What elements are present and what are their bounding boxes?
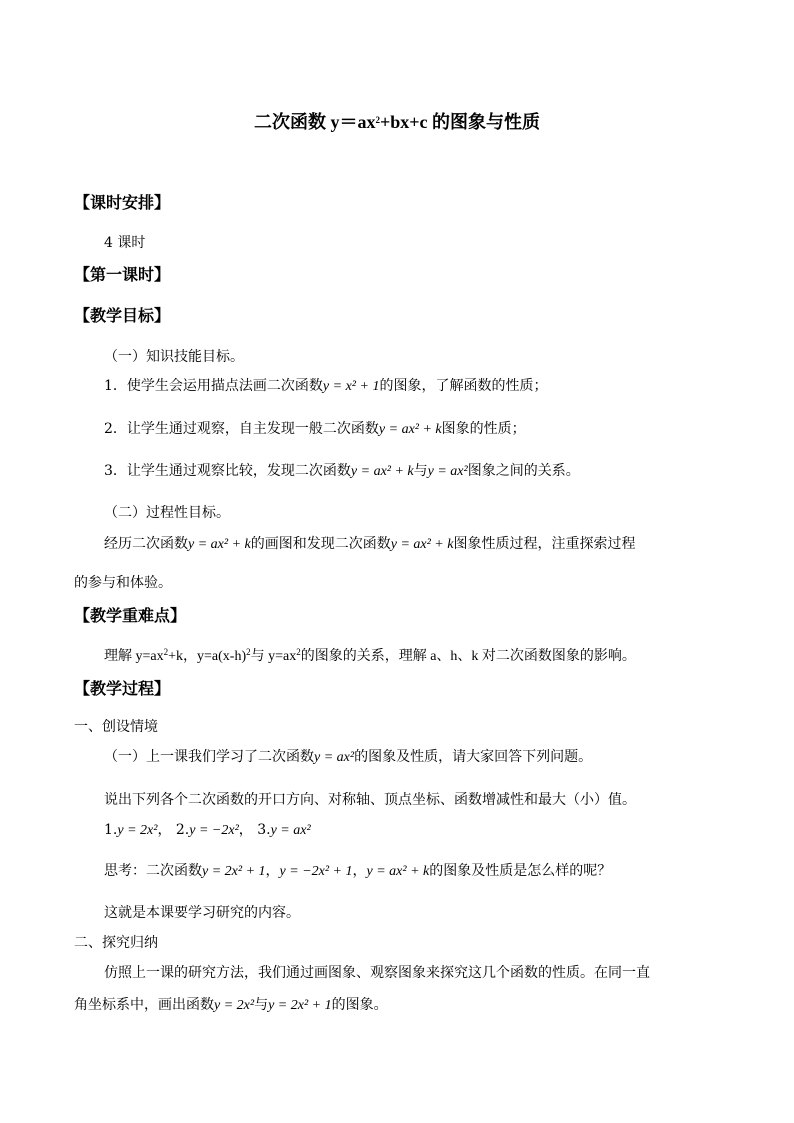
think-formula-1: y = 2x² + 1 [202,864,266,879]
sec1-p1-text-tail: 的图象及性质，请大家回答下列问题。 [354,749,593,765]
goal-1-3 [104,462,580,481]
key-points-text [104,648,636,666]
sec2-text: 角坐标系中，画出函数 [74,997,214,1013]
section-2-heading: 二、探究归纳 [74,935,158,951]
list-number-3: ， 3. [238,822,271,838]
key-text-part-3: 与 y=ax [250,649,297,664]
sec2-text-tail: 的图象。 [331,997,388,1013]
key-text-part-2: +k，y=a(x-h) [168,649,247,664]
goal-2-line-1 [104,535,635,554]
sec2-formula-1: y = 2x² [214,998,255,1013]
goal-1-3-formula-1: y = ax² + k [350,464,414,479]
key-text-part-4: 的图象的关系，理解 a、h、k 对二次函数图象的影响。 [300,649,636,664]
title-text-tail: +bx+c 的图象与性质 [379,112,540,132]
goal-2-formula-1: y = ax² + k [188,537,251,552]
goal-1-2-text-tail: 图象的性质； [441,421,526,437]
goal-2-text-mid: 的画图和发现二次函数 [250,536,391,552]
section-1-end: 这就是本课要学习研究的内容。 [104,905,300,921]
think-sep-1: ， [265,863,280,879]
goal-1-2 [104,420,526,439]
list-number-2: ， 2. [157,822,190,838]
think-formula-3: y = ax² + k [366,864,430,879]
section-1-para-1 [104,748,592,767]
goal-2-header: （二）过程性目标。 [104,505,230,521]
section-1-think [104,862,611,881]
key-text-sup-3: 2 [296,647,301,657]
heading-process: 【教学过程】 [74,679,171,698]
page-title [0,108,794,134]
goal-2-formula-2: y = ax² + k [390,537,454,552]
key-text-sup-1: 2 [163,647,169,657]
title-superscript: 2 [375,115,380,125]
goal-1-1 [104,377,547,396]
key-text-sup-2: 2 [246,647,251,657]
list-formula-2: y = −2x² [189,823,239,838]
sec1-p1-formula: y = ax² [314,750,355,765]
section-2-line-1: 仿照上一课的研究方法，我们通过画图象、观察图象来探究这几个函数的性质。在同一直 [104,965,650,981]
sec2-formula-2: y = 2x² + 1 [268,998,332,1013]
goal-2-text: 经历二次函数 [104,536,188,552]
list-formula-1: y = 2x² [117,823,158,838]
heading-schedule: 【课时安排】 [74,193,171,212]
think-sep-2: ， [352,863,367,879]
goal-2-line-2: 的参与和体验。 [74,575,172,591]
section-2-line-2 [74,996,388,1015]
think-text-tail: 的图象及性质是怎么样的呢？ [429,863,612,879]
heading-first-lesson: 【第一课时】 [74,265,171,284]
list-formula-3: y = ax² [270,823,311,838]
sec2-connector: 与 [254,997,269,1013]
goal-1-3-formula-2: y = ax² [427,464,468,479]
section-1-function-list [104,821,311,840]
goal-1-1-formula: y = x² + 1 [322,379,380,394]
goal-1-3-text-tail: 图象之间的关系。 [467,463,580,479]
think-text: 思考：二次函数 [104,863,202,879]
goal-1-3-text: 3．让学生通过观察比较，发现二次函数 [104,463,351,479]
goal-1-2-formula: y = ax² + k [378,422,442,437]
key-text-part-1: 理解 y=ax [104,649,164,664]
heading-goals: 【教学目标】 [74,306,171,325]
goal-1-1-text-tail: 的图象，了解函数的性质； [379,378,548,394]
goal-1-3-connector: 与 [413,463,428,479]
goal-2-text-tail: 图象性质过程，注重探索过程 [453,536,636,552]
schedule-text: 4 课时 [104,235,146,251]
think-formula-2: y = −2x² + 1 [279,864,353,879]
goal-1-2-text: 2．让学生通过观察，自主发现一般二次函数 [104,421,379,437]
title-text: 二次函数 y＝ax [253,112,376,132]
sec1-p1-text: （一）上一课我们学习了二次函数 [104,749,314,765]
section-1-para-2: 说出下列各个二次函数的开口方向、对称轴、顶点坐标、函数增减性和最大（小）值。 [104,792,636,808]
goal-1-header: （一）知识技能目标。 [104,349,244,365]
heading-key-points: 【教学重难点】 [74,606,187,625]
section-1-heading: 一、创设情境 [74,719,158,735]
list-number-1: 1. [104,822,118,838]
goal-1-1-text: 1．使学生会运用描点法画二次函数 [104,378,323,394]
